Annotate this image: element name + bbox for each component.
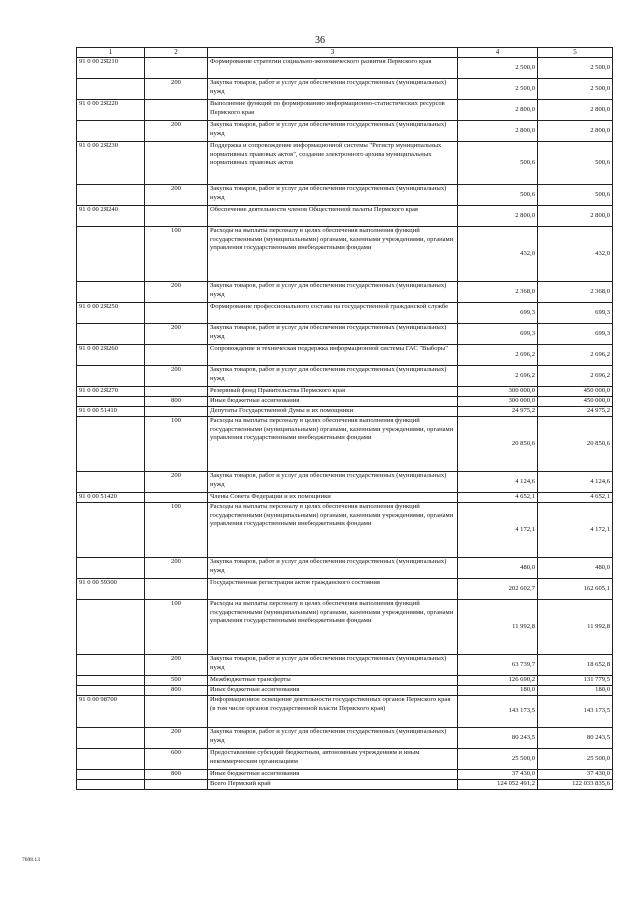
amount-year2-cell: 2 500,0: [538, 79, 613, 100]
amount-year1-cell: 4 652,1: [458, 493, 538, 503]
item-name-cell: Предоставление субсидий бюджетным, автономным учреждениям и иным некоммерческим организациям: [208, 749, 458, 770]
table-row: [77, 676, 613, 686]
amount-year2-cell: 450 000,0: [538, 397, 613, 407]
amount-year1-cell: 24 975,2: [458, 407, 538, 417]
amount-year2-cell: 4 652,1: [538, 493, 613, 503]
amount-year1-cell: 202 602,7: [458, 579, 538, 600]
code-cell: [77, 227, 145, 282]
item-name-cell: Закупка товаров, работ и услуг для обеспечения государственных (муниципальных) нужд: [208, 655, 458, 676]
amount-year2-cell: 699,3: [538, 324, 613, 345]
code-cell: [77, 728, 145, 749]
code-cell: 91 0 00 2Я220: [77, 100, 145, 121]
table-row: [77, 503, 613, 558]
amount-year1-cell: 63 739,7: [458, 655, 538, 676]
amount-year2-cell: 122 033 835,6: [538, 780, 613, 790]
amount-year1-cell: 126 690,2: [458, 676, 538, 686]
table-row: [77, 206, 613, 227]
amount-year1-cell: 4 172,1: [458, 503, 538, 558]
amount-year1-cell: 2 800,0: [458, 206, 538, 227]
amount-year2-cell: 480,0: [538, 558, 613, 579]
table-row: [77, 324, 613, 345]
amount-year2-cell: 2 800,0: [538, 206, 613, 227]
code-cell: [77, 472, 145, 493]
amount-year1-cell: 2 800,0: [458, 100, 538, 121]
expense-type-cell: [145, 493, 208, 503]
expense-type-cell: 100: [145, 417, 208, 472]
header-col-5: 5: [538, 48, 613, 58]
item-name-cell: Сопровождение и техническая поддержка информационной системы ГАС "Выборы": [208, 345, 458, 366]
amount-year2-cell: 500,6: [538, 142, 613, 185]
item-name-cell: Закупка товаров, работ и услуг для обеспечения государственных (муниципальных) нужд: [208, 282, 458, 303]
table-row: [77, 79, 613, 100]
table-row: [77, 728, 613, 749]
expense-type-cell: [145, 387, 208, 397]
amount-year2-cell: 2 800,0: [538, 121, 613, 142]
code-cell: [77, 600, 145, 655]
table-row: [77, 417, 613, 472]
expense-type-cell: [145, 100, 208, 121]
amount-year1-cell: 2 696,2: [458, 345, 538, 366]
table-row: [77, 282, 613, 303]
item-name-cell: Межбюджетные трансферты: [208, 676, 458, 686]
amount-year2-cell: 180,0: [538, 686, 613, 696]
item-name-cell: Закупка товаров, работ и услуг для обеспечения государственных (муниципальных) нужд: [208, 472, 458, 493]
amount-year2-cell: 432,0: [538, 227, 613, 282]
expense-type-cell: 200: [145, 366, 208, 387]
table-row: [77, 770, 613, 780]
code-cell: [77, 79, 145, 100]
amount-year1-cell: 300 000,0: [458, 387, 538, 397]
table-header-row: [77, 48, 613, 58]
code-cell: [77, 185, 145, 206]
item-name-cell: Формирование профессионального состава на государственной гражданской службе: [208, 303, 458, 324]
amount-year2-cell: 699,3: [538, 303, 613, 324]
expense-type-cell: [145, 206, 208, 227]
amount-year1-cell: 480,0: [458, 558, 538, 579]
table-row: [77, 387, 613, 397]
amount-year1-cell: 37 430,0: [458, 770, 538, 780]
expense-type-cell: [145, 345, 208, 366]
amount-year1-cell: 432,0: [458, 227, 538, 282]
expense-type-cell: 200: [145, 282, 208, 303]
item-name-cell: Государственная регистрация актов гражданского состояния: [208, 579, 458, 600]
expense-type-cell: 100: [145, 600, 208, 655]
expense-type-cell: [145, 142, 208, 185]
item-name-cell: Формирование стратегии социально-экономического развития Пермского края: [208, 58, 458, 79]
item-name-cell: Закупка товаров, работ и услуг для обеспечения государственных (муниципальных) нужд: [208, 185, 458, 206]
expense-type-cell: 200: [145, 558, 208, 579]
amount-year1-cell: 2 696,2: [458, 366, 538, 387]
expense-type-cell: 800: [145, 770, 208, 780]
amount-year1-cell: 143 173,5: [458, 696, 538, 728]
amount-year2-cell: 24 975,2: [538, 407, 613, 417]
amount-year2-cell: 37 430,0: [538, 770, 613, 780]
expense-type-cell: 200: [145, 472, 208, 493]
document-footer-code: 7698.13: [22, 857, 40, 863]
expense-type-cell: 200: [145, 324, 208, 345]
table-row: [77, 655, 613, 676]
item-name-cell: Закупка товаров, работ и услуг для обеспечения государственных (муниципальных) нужд: [208, 366, 458, 387]
expense-type-cell: 200: [145, 655, 208, 676]
code-cell: [77, 686, 145, 696]
code-cell: [77, 324, 145, 345]
item-name-cell: Депутаты Государственной Думы и их помощники: [208, 407, 458, 417]
amount-year2-cell: 143 173,5: [538, 696, 613, 728]
table-row: [77, 397, 613, 407]
item-name-cell: Иные бюджетные ассигнования: [208, 686, 458, 696]
header-col-3: 3: [208, 48, 458, 58]
amount-year1-cell: 2 500,0: [458, 58, 538, 79]
amount-year1-cell: 20 850,6: [458, 417, 538, 472]
table-row: [77, 58, 613, 79]
code-cell: 91 0 00 98700: [77, 696, 145, 728]
table-row: [77, 227, 613, 282]
amount-year2-cell: 11 992,8: [538, 600, 613, 655]
code-cell: [77, 121, 145, 142]
amount-year2-cell: 2 696,2: [538, 345, 613, 366]
code-cell: 91 0 00 59300: [77, 579, 145, 600]
code-cell: [77, 770, 145, 780]
header-col-4: 4: [458, 48, 538, 58]
table-row: [77, 493, 613, 503]
item-name-cell: Члены Совета Федерации и их помощники: [208, 493, 458, 503]
amount-year1-cell: 2 800,0: [458, 121, 538, 142]
item-name-cell: Поддержка и сопровождение информационной системы "Регистр муниципальных нормативных правовых актов", создание электронного архива муниципальных нормативных правовых актов: [208, 142, 458, 185]
amount-year2-cell: 131 779,5: [538, 676, 613, 686]
code-cell: [77, 282, 145, 303]
code-cell: 91 0 00 51410: [77, 407, 145, 417]
table-row: [77, 100, 613, 121]
amount-year2-cell: 162 605,1: [538, 579, 613, 600]
code-cell: [77, 503, 145, 558]
expense-type-cell: [145, 58, 208, 79]
expense-type-cell: 200: [145, 185, 208, 206]
item-name-cell: Закупка товаров, работ и услуг для обеспечения государственных (муниципальных) нужд: [208, 324, 458, 345]
expense-type-cell: 800: [145, 686, 208, 696]
page-number: 36: [315, 35, 325, 46]
table-row: [77, 366, 613, 387]
expense-type-cell: 100: [145, 503, 208, 558]
code-cell: [77, 558, 145, 579]
code-cell: [77, 397, 145, 407]
amount-year2-cell: 2 800,0: [538, 100, 613, 121]
code-cell: 91 0 00 2Я260: [77, 345, 145, 366]
item-name-cell: Иные бюджетные ассигнования: [208, 397, 458, 407]
budget-table: [76, 47, 613, 790]
code-cell: 91 0 00 2Я210: [77, 58, 145, 79]
expense-type-cell: 200: [145, 79, 208, 100]
table-row: [77, 696, 613, 728]
table-row: [77, 600, 613, 655]
table-row: [77, 121, 613, 142]
code-cell: 91 0 00 2Я270: [77, 387, 145, 397]
expense-type-cell: 600: [145, 749, 208, 770]
item-name-cell: Иные бюджетные ассигнования: [208, 770, 458, 780]
amount-year1-cell: 699,3: [458, 324, 538, 345]
amount-year2-cell: 20 850,6: [538, 417, 613, 472]
expense-type-cell: 500: [145, 676, 208, 686]
amount-year2-cell: 500,6: [538, 185, 613, 206]
expense-type-cell: 200: [145, 728, 208, 749]
budget-table-body: [77, 48, 613, 790]
expense-type-cell: [145, 303, 208, 324]
amount-year2-cell: 2 696,2: [538, 366, 613, 387]
amount-year1-cell: 300 000,0: [458, 397, 538, 407]
code-cell: [77, 655, 145, 676]
table-row: [77, 345, 613, 366]
amount-year2-cell: 450 000,0: [538, 387, 613, 397]
amount-year2-cell: 80 243,5: [538, 728, 613, 749]
item-name-cell: Расходы на выплаты персоналу в целях обеспечения выполнения функций государственными (муниципальными) органами, казенными учреждениями, органами управления государственными внебюджетными фондами: [208, 227, 458, 282]
table-row: [77, 749, 613, 770]
item-name-cell: Резервный фонд Правительства Пермского края: [208, 387, 458, 397]
table-row: [77, 579, 613, 600]
table-row: [77, 185, 613, 206]
code-cell: [77, 780, 145, 790]
item-name-cell: Расходы на выплаты персоналу в целях обеспечения выполнения функций государственными (муниципальными) органами, казенными учреждениями, органами управления государственными внебюджетными фондами: [208, 417, 458, 472]
code-cell: 91 0 00 51420: [77, 493, 145, 503]
table-row: [77, 780, 613, 790]
code-cell: 91 0 00 2Я230: [77, 142, 145, 185]
item-name-cell: Закупка товаров, работ и услуг для обеспечения государственных (муниципальных) нужд: [208, 121, 458, 142]
item-name-cell: Закупка товаров, работ и услуг для обеспечения государственных (муниципальных) нужд: [208, 728, 458, 749]
item-name-cell: Всего Пермский край: [208, 780, 458, 790]
item-name-cell: Информационное освещение деятельности государственных органов Пермского края (в том числе органов государственной власти Пермского края): [208, 696, 458, 728]
expense-type-cell: 800: [145, 397, 208, 407]
item-name-cell: Обеспечение деятельности членов Общественной палаты Пермского края: [208, 206, 458, 227]
amount-year2-cell: 2 368,0: [538, 282, 613, 303]
amount-year2-cell: 2 500,0: [538, 58, 613, 79]
amount-year1-cell: 500,6: [458, 185, 538, 206]
amount-year1-cell: 500,6: [458, 142, 538, 185]
amount-year2-cell: 18 652,8: [538, 655, 613, 676]
amount-year1-cell: 699,3: [458, 303, 538, 324]
amount-year1-cell: 2 368,0: [458, 282, 538, 303]
expense-type-cell: [145, 407, 208, 417]
expense-type-cell: [145, 780, 208, 790]
code-cell: 91 0 00 2Я250: [77, 303, 145, 324]
item-name-cell: Расходы на выплаты персоналу в целях обеспечения выполнения функций государственными (муниципальными) органами, казенными учреждениями, органами управления государственными внебюджетными фондами: [208, 600, 458, 655]
table-row: [77, 686, 613, 696]
amount-year1-cell: 4 124,6: [458, 472, 538, 493]
amount-year1-cell: 124 052 491,2: [458, 780, 538, 790]
amount-year1-cell: 80 243,5: [458, 728, 538, 749]
item-name-cell: Выполнение функций по формированию информационно-статистических ресурсов Пермского края: [208, 100, 458, 121]
expense-type-cell: [145, 579, 208, 600]
amount-year2-cell: 25 500,0: [538, 749, 613, 770]
amount-year2-cell: 4 124,6: [538, 472, 613, 493]
expense-type-cell: [145, 696, 208, 728]
code-cell: 91 0 00 2Я240: [77, 206, 145, 227]
amount-year1-cell: 2 500,0: [458, 79, 538, 100]
header-col-2: 2: [145, 48, 208, 58]
amount-year2-cell: 4 172,1: [538, 503, 613, 558]
budget-table-container: [76, 47, 612, 790]
amount-year1-cell: 180,0: [458, 686, 538, 696]
expense-type-cell: 100: [145, 227, 208, 282]
amount-year1-cell: 25 500,0: [458, 749, 538, 770]
header-col-1: 1: [77, 48, 145, 58]
amount-year1-cell: 11 992,8: [458, 600, 538, 655]
code-cell: [77, 366, 145, 387]
expense-type-cell: 200: [145, 121, 208, 142]
item-name-cell: Закупка товаров, работ и услуг для обеспечения государственных (муниципальных) нужд: [208, 558, 458, 579]
code-cell: [77, 749, 145, 770]
table-row: [77, 303, 613, 324]
table-row: [77, 142, 613, 185]
code-cell: [77, 676, 145, 686]
table-row: [77, 472, 613, 493]
item-name-cell: Закупка товаров, работ и услуг для обеспечения государственных (муниципальных) нужд: [208, 79, 458, 100]
code-cell: [77, 417, 145, 472]
table-row: [77, 558, 613, 579]
table-row: [77, 407, 613, 417]
item-name-cell: Расходы на выплаты персоналу в целях обеспечения выполнения функций государственными (муниципальными) органами, казенными учреждениями, органами управления государственными внебюджетными фондами: [208, 503, 458, 558]
